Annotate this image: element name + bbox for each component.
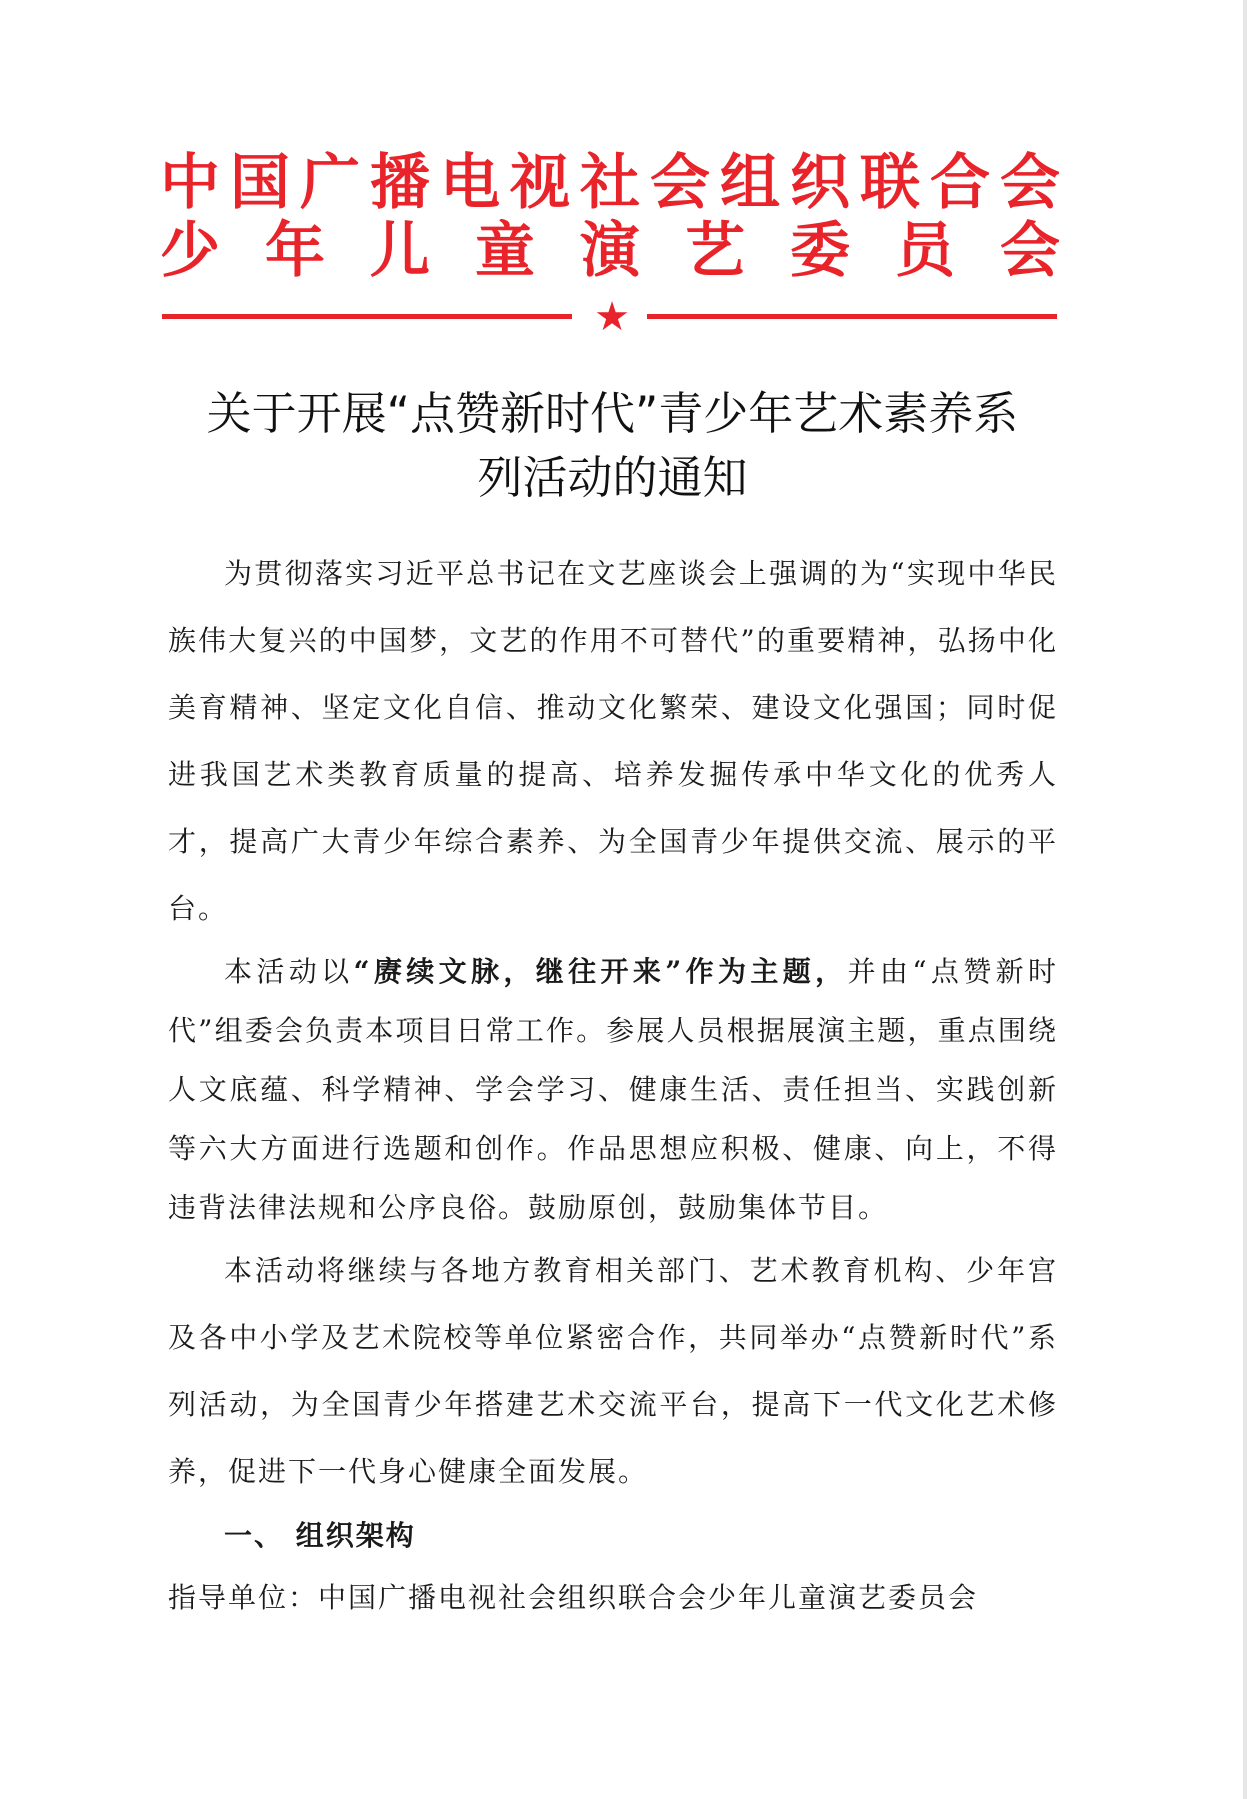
letterhead-line-1 [160,150,1060,216]
title-line-1: 关于开展“点赞新时代”青少年艺术素养系 [206,387,1019,440]
letterhead-char: 儿 [370,216,430,286]
letterhead-char: 员 [895,216,955,286]
letterhead-char: 广 [300,148,360,218]
paragraph-2-rest: 并由“点赞新时代”组委会负责本项目日常工作。参展人员根据展演主题，重点围绕人文底蕴、科学精神、学会学习、健康生活、责任担当、实践创新等六大方面进行选题和创作。作品思想应积极、健康、向上，不得违背法律法规和公序良俗。鼓励原创，鼓励集体节目。 [168,955,1058,1224]
letterhead-char: 童 [475,216,535,286]
page-edge [1243,0,1247,1799]
letterhead-char: 组 [720,148,780,218]
letterhead-char: 会 [1000,148,1060,218]
letterhead-line-2 [160,218,1060,284]
letterhead-char: 会 [650,148,710,218]
paragraph-3: 本活动将继续与各地方教育相关部门、艺术教育机构、少年宫及各中小学及艺术院校等单位紧密合作，共同举办“点赞新时代”系列活动，为全国青少年搭建艺术交流平台，提高下一代文化艺术修养，促进下一代身心健康全面发展。 [168,1254,1058,1488]
letterhead-char: 电 [440,148,500,218]
letterhead-char: 国 [230,148,290,218]
star-icon: ★ [594,294,630,340]
letterhead-char: 少 [160,216,220,286]
letterhead-char: 合 [930,148,990,218]
document-body [168,540,1058,1629]
paragraph-2-prefix: 本活动以 [224,955,354,988]
guide-unit: 指导单位：中国广播电视社会组织联合会少年儿童演艺委员会 [168,1581,979,1614]
paragraph-1: 为贯彻落实习近平总书记在文艺座谈会上强调的为“实现中华民族伟大复兴的中国梦，文艺的作用不可替代”的重要精神，弘扬中化美育精神、坚定文化自信、推动文化繁荣、建设文化强国；同时促进我国艺术类教育质量的提高、培养发掘传承中华文化的优秀人才，提高广大青少年综合素养、为全国青少年提供交流、展示的平台。 [168,557,1058,925]
letterhead-char: 视 [510,148,570,218]
title-line-2: 列活动的通知 [477,451,748,504]
letterhead-char: 委 [790,216,850,286]
letterhead-char: 播 [370,148,430,218]
document-title [155,382,1070,510]
divider-left-bar [162,314,572,319]
letterhead-divider [162,294,1057,340]
letterhead-char: 织 [790,148,850,218]
letterhead-char: 中 [160,148,220,218]
letterhead-char: 社 [580,148,640,218]
letterhead-char: 演 [580,216,640,286]
paragraph-2-theme: “赓续文脉，继往开来”作为主题， [353,955,848,988]
paragraph-2 [168,942,1058,1237]
divider-right-bar [647,314,1057,319]
letterhead-char: 联 [860,148,920,218]
letterhead-char: 年 [265,216,325,286]
letterhead-char: 会 [1000,216,1060,286]
section-heading-1: 一、 组织架构 [224,1519,416,1552]
letterhead-char: 艺 [685,216,745,286]
